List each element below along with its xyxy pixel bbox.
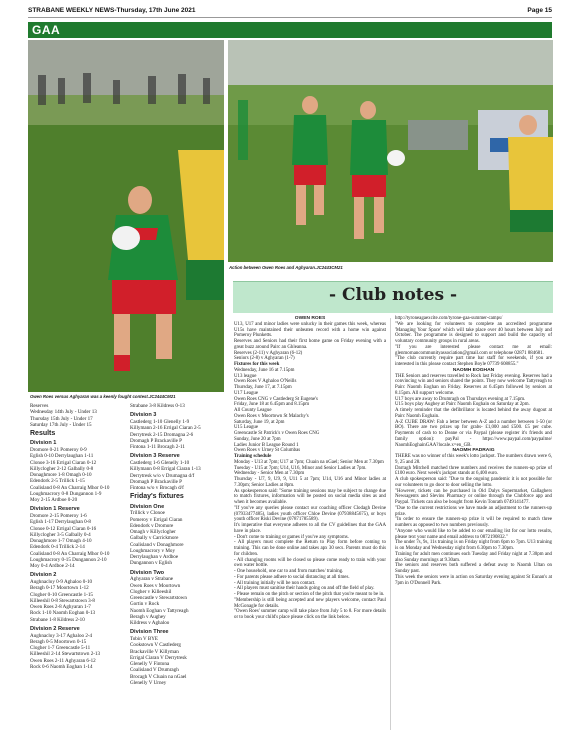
fixture-line: Dungannon v Eglish (130, 560, 172, 567)
club-heading: NAOMH EOGHAN (452, 367, 495, 373)
paragraph: This week the seniors were in action on Saturday evening against St Eunan's at 7pm in O'Donnell Park. (395, 574, 552, 586)
paragraph: "If you've any queries please contact our coaching officer Clodagh Devine (07933477485), ladies youth officer Chloe Devine (07938845675), or boys youth officer Riski Devine (07871785589). (234, 505, 386, 523)
text-line: Owen Roes v Urney St Columbas (234, 448, 301, 454)
paragraph: A club spokesperson said: "Due to the ongoing pandemic it is not possible for our volunteers to go door to door selling the lotto. (395, 477, 552, 488)
paragraph: "We are looking for volunteers to complete an accredited programme 'Managing Your Space' which will take place over 40 hours between July and October. The programme is designed to support and build the capacity of voluntary community groups in rural areas. (395, 321, 552, 344)
result-line: Dromore 0-21 Pomeroy 0-9 (30, 447, 87, 453)
club-heading: OWEN ROES (294, 316, 326, 321)
fixture-line: Tobin V BYE (130, 636, 159, 642)
photo-2-caption: Action between Owen Roes and Aghyaran.JC2443CM21 (229, 265, 343, 270)
text-line: All County League (234, 408, 272, 413)
result-line: Dromagh P Brackaville P (130, 437, 183, 444)
result-line: Derrytresk w/o v Drumagna d/f (130, 472, 195, 479)
fixture-line: Greencastle v Stewartstown (130, 595, 187, 601)
text-line: Owen Roes CNG v Castlederg St Eugene's (234, 396, 318, 402)
paragraph: Tuesday - U15 at 7pm; U14, U16, Minor and Senior Ladies at 7pm. (234, 465, 367, 471)
division-heading: Division 3 (130, 412, 157, 419)
results-list (30, 447, 124, 503)
fixtures-heading: Friday's fixtures (130, 493, 184, 501)
result-line: Coalisland 0-8 An Charraig Mhor 0-10 (30, 484, 110, 491)
division-heading: Division Two (130, 569, 165, 576)
paragraph: "However, tickets can be purchased in Old Dalys Supermarket, Gallaghers Newsagents and Slevins Pharmacy or online through the Clubforce app and Paypal. Tickets can also be bought from Kevin Tonrath 0749141477. (395, 488, 552, 505)
paragraph: The seniors and reserves both suffered a defeat away to Naomh Ultan on Sunday past. (395, 563, 552, 574)
division-heading: Division One (130, 503, 165, 510)
fixture-line: Aghyaran v Strabane (130, 576, 173, 583)
text-line: Reserves (2-11) v Aghyaran (6-12) (234, 350, 303, 356)
results-column (30, 403, 124, 670)
paragraph: Thursday - U7, 9, U9, 9, U11 5 at 7pm; U14, U16 and Minor ladies at 7.30pm; Senior Ladies at 8pm. (234, 477, 386, 488)
fixture-line: Edendork v Dromore (130, 522, 174, 529)
bullet-line: - Don't come to training or games if you've any symptoms. (234, 534, 349, 540)
paragraph: "The club currently require part time bar staff for weekends, if you are interested in this please contact Stephen Boyle 07739 608855." (395, 356, 552, 367)
paragraph: U13, U17 and minor ladies were unlucky in their games this week, whereas U15s have maintained their unbeaten record with a home win against Pomeroy Plunketts. (234, 321, 386, 339)
text-line: Owen Roes v Moortown St Malachy's (234, 413, 309, 419)
result-line: Rock 0-6 Naomh Eoghan 1-14 (30, 663, 93, 670)
result-line: Eglish 0-10 Derrylaughan 1-11 (30, 453, 94, 460)
paragraph: Darragh Mitchell matched three numbers and receives the runners-up prize of £100 euro. Next week's jackpot stands at 6,400 euro. (395, 465, 552, 477)
result-line: Fintona w/o v Brocagh d/f (130, 485, 184, 491)
page-header (28, 4, 552, 16)
fixture-line: Pomeroy v Errigal Ciaran (130, 516, 183, 523)
paragraph: "In order to ensure the runners-up prize it will be required to match three numbers as opposed to two numbers previously. (395, 517, 552, 528)
photo-1-caption: Owen Roes versus Aghyaran was a keenly fought contest.JC2444CM21 (30, 394, 176, 399)
fixture-line: Gortin v Rock (130, 601, 160, 608)
results-heading: Results (30, 430, 56, 437)
paragraph: "Anyone who would like to be added to our emailing list for our lotto results, please text your name and email address to 0872190832." (395, 528, 552, 540)
result-line: Aughnacloy 0-9 Aghaloo 0-10 (30, 579, 93, 585)
fixture-line: Omagh v Killyclogher (130, 529, 176, 535)
paragraph: As spokesperson said: "Some training sessions may be subject to change due to match fixtures, information will be posted on social media sites as and when it becomes available. (234, 488, 386, 505)
naomh-column (395, 316, 552, 586)
fixture-line: Beragh v Aughey (130, 613, 166, 620)
fixture-line: Galbally v Carrickmore (130, 535, 179, 542)
fixture-line: Loughmacrory v Moy (130, 547, 175, 554)
camp-link[interactable]: http://tyroneagaexcite.com/tyrone-gaa-summer-camps/ (395, 316, 503, 321)
result-line: Edendork 2-5 Trillick 1-15 (30, 478, 85, 485)
result-line: Edendork 0-4 Trillick 2-14 (30, 544, 85, 551)
division-heading: Division Three (130, 629, 169, 636)
paragraph: "Membership is still being accepted and new players welcome, contact Paul McGonagle for details. (234, 597, 386, 609)
text-line: Greencastle St Patrick's v Owen Roes CNG (234, 431, 320, 436)
bullet-line: - For parents please adhere to social distancing at all times. (234, 574, 350, 580)
result-line: Loughmacrory 0-8 Dungannon 1-9 (30, 490, 102, 497)
results-list (30, 513, 124, 569)
text-line: U15 League (234, 425, 259, 431)
fixture-line: Glenelly V Urney (130, 679, 167, 686)
subheading: Training schedule (234, 454, 272, 459)
text-line: Wednesday 14th July - Under 13 (30, 409, 97, 416)
fixture-line: Trillick v Clonoe (130, 510, 165, 517)
result-line: Clogher 1-7 Greencastle 5-11 (30, 645, 91, 651)
publication-dateline: STRABANE WEEKLY NEWS-Thursday, 17th June 2021 (28, 6, 196, 14)
result-line: Donaghmore 1-8 Omagh 0-10 (30, 472, 92, 478)
text-line: Thursday 15th July - Under 17 (30, 415, 93, 422)
fixture-line: Clogher v Killeeshil (130, 588, 172, 595)
owen-roes-column (234, 316, 386, 621)
result-line: Fintona 1-11 Brocagh 2-11 (130, 444, 185, 450)
paragraph: Training for adult men continues each Tuesday and Friday night at 7.30pm and also Sunday mornings at 9.30am. (395, 551, 552, 563)
fixture-line: Owen Roes v Moortown (130, 582, 181, 589)
text-line: U13 league (234, 373, 257, 379)
division-heading: Division 2 (30, 572, 57, 579)
fixtures-list (130, 576, 224, 626)
fixture-line: Kildress v Aghaloo (130, 620, 170, 626)
result-line: Owen Roes 2-11 Aghyaran 6-12 (30, 657, 96, 664)
text-line: Saturday, June 19, at 2pm (234, 419, 285, 425)
text-line: Reserves (30, 403, 49, 409)
result-line: Killymann 2-16 Errigal Ciaran 2-5 (130, 425, 201, 432)
paragraph: THE Seniors and reserves travelled to Rock last Friday evening. Reserves had a convincing win and seniors shared the points. They now welcome Tattyreagh to Pairc Naomh Eoghan on Friday. Reserves at 6.45pm followed by seniors at 8.15pm. All support welcome. (395, 373, 552, 396)
text-line: Wednesday - Senior Men at 7.30pm (234, 471, 305, 477)
text-line: Seniors (2-8) v Aghyaran (1-7) (234, 356, 295, 362)
section-title-bar: GAA (28, 22, 552, 38)
result-line: Moy 0-4 Ardboe 2-14 (30, 563, 75, 569)
result-line: Eglish 1-17 Derrylaughan 0-8 (30, 519, 91, 526)
club-heading: NAOMH PADRAIG (452, 448, 495, 454)
fixture-line: Brocagh V Cluain na nGael (130, 673, 187, 680)
club-notes-title: - Club notes - (328, 285, 458, 305)
text-line: Friday, June 18 at 6.45pm and 8.15pm (234, 402, 310, 408)
paragraph: Monday - U13 at 7pm; U17 at 7pm; Cluain na nGael; Senior Men at 7.30pm (234, 459, 384, 465)
bullet-line: - All changing rooms will be closed so please come ready to train with your own water bottle. (234, 557, 386, 569)
result-line: Strabane 1-8 Kildress 2-10 (30, 616, 85, 623)
result-line: Killymann 0-8 Errigal Ciaran 1-13 (130, 466, 201, 473)
result-line: Aughnacloy 3-17 Aghaloo 2-4 (30, 632, 93, 639)
result-line: Killyclogher 3-5 Galbally 0-4 (30, 531, 91, 538)
paragraph: U17 boys are away to Drumragh on Thursdays evening at 7.15pm. (395, 396, 526, 402)
text-line: Sunday, June 20 at 7pm (234, 436, 281, 442)
result-line: Castlederg 1-10 Glenelly 1-9 (130, 419, 190, 425)
text-line: Wednesday, June 16 at 7.15pm (234, 367, 295, 373)
fixture-line: Naomh Eoghan v Tattyreagh (130, 607, 189, 614)
paragraph: "If you are interested please contact me at email: glenmornancommunityassociation@gmail.com or telephone 02871 884681. (395, 344, 552, 356)
fixtures-column (130, 403, 224, 686)
paragraph: U15 boys play Aughey at Pairc Naomh Eoghain on Saturday at 2pm. (395, 402, 530, 408)
result-line: Clonoe 3-16 Errigal Ciaran 0-12 (30, 459, 97, 466)
division-heading: Division 1 Reserve (30, 506, 80, 513)
results-list (130, 419, 224, 450)
text-line: U17 League (234, 390, 259, 396)
match-photo-2 (228, 40, 553, 262)
paragraph: The under 7s, 9s, 11s training is on Friday night from 6pm to 7pm. U13 training is on Monday and Wednesday night from 6.30pm to 7.30pm. (395, 540, 552, 551)
result-line: Dromore 2-15 Pomeroy 1-6 (30, 513, 87, 519)
result-line: Coalisland 0-8 An Charraig Mhor 0-10 (30, 550, 110, 557)
division-heading: Division 1 (30, 440, 57, 447)
result-line: Derrytresk 2-15 Dromagna 2-6 (130, 431, 194, 438)
result-line: Rock 1-10 Naomh Eoghan 0-13 (30, 610, 96, 617)
results-list (30, 633, 124, 671)
result-line: Castlederg 1-6 Glenelly 1-10 (130, 460, 190, 466)
division-heading: Division 2 Reserve (30, 625, 80, 632)
fixture-line: Glenelly V Fintona (130, 661, 170, 667)
column-divider (390, 318, 391, 730)
result-line: Moy 2-15 Ardboe 0-20 (30, 497, 78, 503)
paragraph: Reserves and Seniors had their first home game on Friday evening with a great buzz around Pairc an Ghleanna. (234, 339, 386, 350)
paragraph: A-Z CUBE DRAW: Fab a letter between A-Z and a number between 1-50 (or BO). There are two prizes up for grabs- £1,000 and £500. £5 per cube. Payments of cash to to Deane or via Paypal (please register it's friends and family option): payPal - https://www.paypal.com/paypalme/ NaomhEoghainGAA?locale.x=en_GB. (395, 419, 552, 448)
paragraph: "Owen Roes' summer camp will take place from July 5 to 8. For more details or to book your child's place please click on the link below. (234, 609, 386, 620)
result-line: Strabane 3-8 Kildress 0-13 (130, 403, 185, 409)
bullet-line: - One household, one car to and from matches/ training. (234, 569, 344, 574)
fixture-line: Cookstown V Castlederg (130, 642, 181, 649)
paragraph: A timely reminder that the defibrillator is located behind the away dugout at Pairc Naomh Eoghain. (395, 408, 552, 419)
fixture-line: Brackaville V Killyman (130, 648, 179, 655)
bullet-line: - All training initially will be non contact. (234, 580, 316, 586)
result-line: Clogher 0-10 Greencastle 1-15 (30, 591, 93, 598)
results-list (130, 460, 224, 491)
reserves-fixtures (30, 403, 124, 428)
bullet-line: - Please remain on the pitch or section of the pitch that you're meant to be in. (234, 592, 385, 597)
division-heading: Division 3 Reserve (130, 453, 180, 460)
match-photo-1 (28, 40, 224, 392)
fixture-line: Derrylaughan v Ardboe (130, 554, 179, 560)
text-line: Owen Roes V Aghaloo O'Neills (234, 379, 297, 385)
bullet-line: - All players must complete the Return to Play form before coming to training. This can be done online and takes apx 30 secs. Parents must do this for children. (234, 540, 386, 557)
fixture-line: Errigal Ciaran V Derrytresk (130, 654, 187, 661)
bullet-line: - All players must sanitise their hands going on and off the field of play. (234, 586, 375, 592)
results-list (30, 579, 124, 623)
text-line: Thursday, June 17, at 7.15pm (234, 385, 292, 390)
fixtures-list (130, 636, 224, 686)
result-line: Clonoe 0-12 Errigal Ciaran 0-16 (30, 525, 97, 532)
paragraph: It's imperative that everyone adheres to all the CV guidelines that the GAA have in place. (234, 523, 386, 534)
result-line: Beragh 0-17 Moortown 1-12 (30, 585, 89, 592)
result-line: Beragh 0-5 Moortown 0-15 (30, 638, 87, 645)
paragraph: "Due to the current restrictions we have made an adjustment to the runners-up prize. (395, 505, 552, 517)
page-number: Page 15 (527, 6, 552, 14)
fixtures-list (130, 510, 224, 566)
fixture-line: Coalisland v Donaghmore (130, 541, 184, 548)
result-line: Dromagh P Brackaville P (130, 478, 183, 485)
header-divider (28, 17, 552, 18)
result-line: Donaghmore 1-7 Omagh 4-10 (30, 538, 92, 544)
fixture-line: Coalisland V Drumragh (130, 667, 179, 674)
club-notes-banner (233, 281, 553, 313)
subheading: Fixtures for this week (234, 362, 280, 367)
result-line: Loughmacrory 0-15 Dungannon 2-10 (30, 556, 107, 563)
result-line: Killeeshil 0-8 Stewartstown 3-8 (30, 597, 95, 604)
result-line: Owen Roes 2-8 Aghyaran 1-7 (30, 604, 91, 610)
paragraph: THERE was no winner of this week's lotto jackpot. The numbers drawn were 6, 9, 25 and 28. (395, 454, 552, 465)
result-line: Killeeshil 2-14 Stewartstown 2-13 (30, 651, 101, 658)
text-line: Saturday 17th July - Under 15 (30, 421, 92, 428)
text-line: Ladies Junior B League Round 1 (234, 442, 299, 448)
result-line: Killyclogher 2-12 Galbally 0-8 (30, 465, 94, 472)
